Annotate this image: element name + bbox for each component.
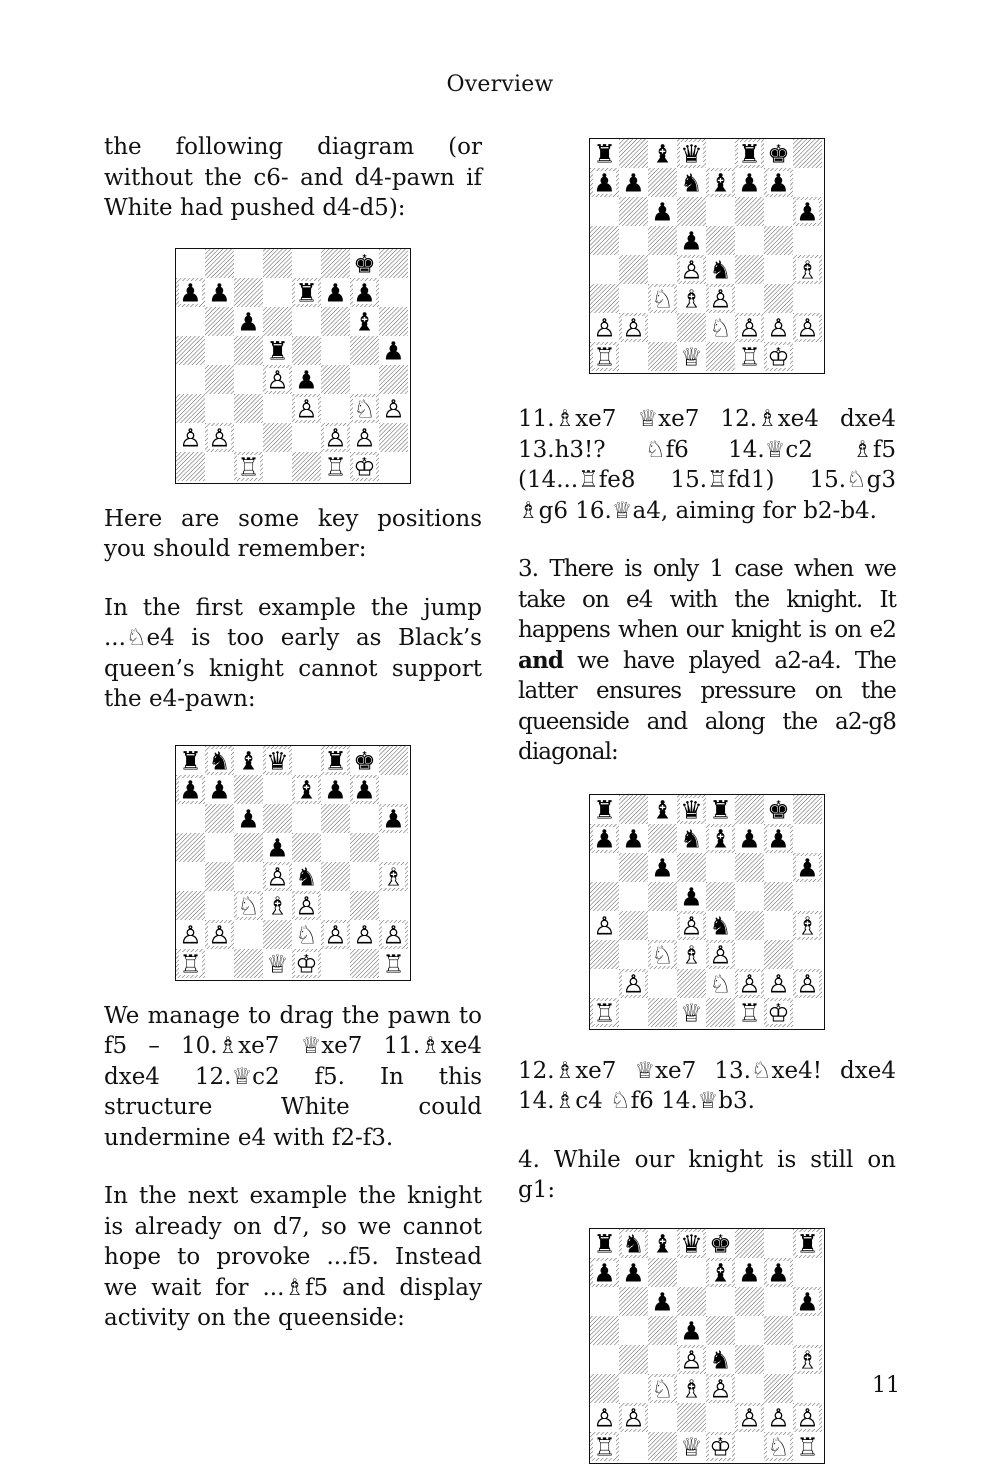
white-rook-icon: ♖ [738, 342, 761, 371]
white-pawn-icon: ♙ [324, 920, 347, 949]
dark-square [764, 940, 793, 969]
dark-square [234, 949, 263, 978]
black-pawn-icon: ♟ [767, 1258, 790, 1287]
white-pawn-icon: ♙ [593, 1403, 616, 1432]
white-bishop-icon: ♗ [266, 891, 289, 920]
dark-square [619, 1287, 648, 1316]
white-pawn-icon: ♙ [295, 394, 318, 423]
dark-square [292, 833, 321, 862]
black-pawn-icon: ♟ [622, 1258, 645, 1287]
dark-square [321, 862, 350, 891]
white-rook-icon: ♖ [593, 1432, 616, 1461]
dark-square [619, 853, 648, 882]
black-king-icon: ♚ [709, 1229, 732, 1258]
dark-square [648, 1258, 677, 1287]
dark-square [205, 249, 234, 278]
black-pawn-icon: ♟ [382, 804, 405, 833]
white-pawn-icon: ♙ [266, 365, 289, 394]
white-pawn-icon: ♙ [179, 423, 202, 452]
white-pawn-icon: ♙ [622, 969, 645, 998]
dark-square [379, 365, 408, 394]
black-queen-icon: ♛ [680, 139, 703, 169]
dark-square [590, 284, 619, 313]
diagram-4-board [590, 795, 822, 1027]
white-king-icon: ♔ [353, 452, 376, 481]
black-pawn-icon: ♟ [680, 226, 703, 256]
white-king-icon: ♔ [295, 949, 318, 978]
white-knight-icon: ♘ [651, 284, 674, 314]
white-knight-icon: ♘ [709, 313, 732, 343]
white-pawn-icon: ♙ [622, 313, 645, 343]
white-rook-icon: ♖ [738, 998, 761, 1027]
diagram-1-board [176, 249, 408, 481]
dark-square [350, 891, 379, 920]
dark-square [350, 949, 379, 978]
white-knight-icon: ♘ [709, 969, 732, 998]
dark-square [706, 342, 735, 371]
white-rook-icon: ♖ [237, 452, 260, 481]
black-bishop-icon: ♝ [237, 746, 260, 775]
white-pawn-icon: ♙ [680, 911, 703, 940]
dark-square [677, 1287, 706, 1316]
dark-square [619, 911, 648, 940]
right-paragraph-1: 11.♗xe7 ♕xe7 12.♗xe4 dxe4 13.h3!? ♘f6 14.♕c2 ♗f5 (14...♖fe8 15.♖fd1) 15.♘g3 ♗g6 16.♕a4, aiming for b2-b4. [518, 406, 896, 524]
white-pawn-icon: ♙ [593, 911, 616, 940]
white-knight-icon: ♘ [237, 891, 260, 920]
dark-square [677, 1403, 706, 1432]
black-king-icon: ♚ [767, 139, 790, 169]
black-pawn-icon: ♟ [353, 278, 376, 307]
dark-square [648, 168, 677, 197]
left-paragraph-1: the following diagram (or without the c6- and d4-pawn if White had pushed d4-d5): [104, 134, 482, 221]
dark-square [263, 423, 292, 452]
black-queen-icon: ♛ [680, 795, 703, 824]
dark-square [205, 804, 234, 833]
dark-square [793, 795, 822, 824]
dark-square [379, 249, 408, 278]
white-queen-icon: ♕ [680, 998, 703, 1027]
white-pawn-icon: ♙ [709, 284, 732, 314]
black-knight-icon: ♞ [680, 168, 703, 198]
left-paragraph-2: Here are some key positions you should remember: [104, 505, 482, 562]
white-pawn-icon: ♙ [266, 862, 289, 891]
white-king-icon: ♔ [767, 342, 790, 371]
white-pawn-icon: ♙ [295, 891, 318, 920]
dark-square [263, 804, 292, 833]
dark-square [619, 139, 648, 168]
white-bishop-icon: ♗ [680, 940, 703, 969]
dark-square [648, 226, 677, 255]
black-pawn-icon: ♟ [680, 1316, 703, 1345]
dark-square [176, 891, 205, 920]
dark-square [735, 197, 764, 226]
black-king-icon: ♚ [353, 249, 376, 278]
black-pawn-icon: ♟ [208, 278, 231, 307]
dark-square [706, 226, 735, 255]
dark-square [263, 920, 292, 949]
black-pawn-icon: ♟ [738, 1258, 761, 1287]
dark-square [619, 255, 648, 284]
black-bishop-icon: ♝ [651, 139, 674, 169]
black-knight-icon: ♞ [295, 862, 318, 891]
dark-square [648, 1432, 677, 1461]
black-pawn-icon: ♟ [179, 775, 202, 804]
diagram-3-board [590, 139, 822, 371]
black-pawn-icon: ♟ [295, 365, 318, 394]
black-knight-icon: ♞ [680, 824, 703, 853]
dark-square [648, 342, 677, 371]
dark-square [234, 775, 263, 804]
page-number: 11 [872, 1373, 900, 1398]
left-column [104, 132, 482, 1334]
white-pawn-icon: ♙ [680, 1345, 703, 1374]
dark-square [764, 1374, 793, 1403]
black-rook-icon: ♜ [179, 746, 202, 775]
white-pawn-icon: ♙ [680, 255, 703, 285]
white-pawn-icon: ♙ [796, 1403, 819, 1432]
dark-square [590, 226, 619, 255]
dark-square [590, 1374, 619, 1403]
black-pawn-icon: ♟ [593, 168, 616, 198]
dark-square [735, 853, 764, 882]
dark-square [176, 833, 205, 862]
black-pawn-icon: ♟ [651, 1287, 674, 1316]
right-paragraph-2-text-a: 3. There is only 1 case when we take on e4 with the knight. It happens when our knight is on e2 [518, 556, 896, 643]
dark-square [379, 423, 408, 452]
dark-square [677, 197, 706, 226]
white-bishop-icon: ♗ [680, 1374, 703, 1403]
black-rook-icon: ♜ [593, 139, 616, 169]
white-pawn-icon: ♙ [738, 313, 761, 343]
white-pawn-icon: ♙ [767, 1403, 790, 1432]
dark-square [735, 1345, 764, 1374]
white-pawn-icon: ♙ [738, 969, 761, 998]
white-knight-icon: ♘ [353, 394, 376, 423]
dark-square [648, 824, 677, 853]
dark-square [234, 833, 263, 862]
white-pawn-icon: ♙ [767, 969, 790, 998]
left-paragraph-4: We manage to drag the pawn to f5 – 10.♗xe7 ♕xe7 11.♗xe4 dxe4 12.♕c2 f5. In this structure White could undermine e4 with f2-f3. [104, 1002, 482, 1151]
black-queen-icon: ♛ [266, 746, 289, 775]
dark-square [176, 452, 205, 481]
dark-square [234, 278, 263, 307]
white-pawn-icon: ♙ [208, 423, 231, 452]
right-column [518, 132, 896, 1484]
white-pawn-icon: ♙ [382, 394, 405, 423]
black-bishop-icon: ♝ [353, 307, 376, 336]
dark-square [648, 1316, 677, 1345]
black-pawn-icon: ♟ [738, 168, 761, 198]
chess-diagram-3 [589, 138, 825, 374]
dark-square [677, 969, 706, 998]
black-pawn-icon: ♟ [651, 197, 674, 227]
black-pawn-icon: ♟ [593, 1258, 616, 1287]
white-pawn-icon: ♙ [179, 920, 202, 949]
black-pawn-icon: ♟ [208, 775, 231, 804]
white-pawn-icon: ♙ [709, 940, 732, 969]
black-pawn-icon: ♟ [796, 197, 819, 227]
dark-square [176, 336, 205, 365]
black-bishop-icon: ♝ [709, 1258, 732, 1287]
dark-square [764, 1316, 793, 1345]
black-knight-icon: ♞ [709, 1345, 732, 1374]
right-paragraph-2-bold: and [518, 646, 564, 674]
white-bishop-icon: ♗ [796, 1345, 819, 1374]
white-king-icon: ♔ [709, 1432, 732, 1461]
dark-square [350, 336, 379, 365]
white-rook-icon: ♖ [593, 342, 616, 371]
dark-square [321, 365, 350, 394]
white-knight-icon: ♘ [651, 940, 674, 969]
black-pawn-icon: ♟ [767, 824, 790, 853]
black-bishop-icon: ♝ [651, 1229, 674, 1258]
black-queen-icon: ♛ [680, 1229, 703, 1258]
black-pawn-icon: ♟ [324, 775, 347, 804]
white-pawn-icon: ♙ [353, 423, 376, 452]
black-rook-icon: ♜ [796, 1229, 819, 1258]
white-pawn-icon: ♙ [593, 313, 616, 343]
dark-square [735, 1229, 764, 1258]
dark-square [205, 307, 234, 336]
white-bishop-icon: ♗ [680, 284, 703, 314]
dark-square [379, 746, 408, 775]
black-rook-icon: ♜ [593, 1229, 616, 1258]
black-bishop-icon: ♝ [709, 824, 732, 853]
black-pawn-icon: ♟ [266, 833, 289, 862]
dark-square [706, 882, 735, 911]
dark-square [590, 882, 619, 911]
white-pawn-icon: ♙ [738, 1403, 761, 1432]
white-bishop-icon: ♗ [796, 911, 819, 940]
white-pawn-icon: ♙ [622, 1403, 645, 1432]
dark-square [677, 313, 706, 342]
white-knight-icon: ♘ [651, 1374, 674, 1403]
dark-square [321, 307, 350, 336]
white-pawn-icon: ♙ [208, 920, 231, 949]
black-bishop-icon: ♝ [651, 795, 674, 824]
dark-square [764, 882, 793, 911]
dark-square [205, 365, 234, 394]
dark-square [263, 307, 292, 336]
running-head: Overview [446, 72, 554, 97]
dark-square [321, 804, 350, 833]
black-pawn-icon: ♟ [382, 336, 405, 365]
black-rook-icon: ♜ [593, 795, 616, 824]
white-rook-icon: ♖ [324, 452, 347, 481]
chess-diagram-1 [175, 248, 411, 484]
black-bishop-icon: ♝ [295, 775, 318, 804]
white-pawn-icon: ♙ [324, 423, 347, 452]
black-knight-icon: ♞ [709, 255, 732, 285]
black-pawn-icon: ♟ [622, 824, 645, 853]
white-queen-icon: ♕ [266, 949, 289, 978]
black-pawn-icon: ♟ [796, 853, 819, 882]
dark-square [176, 394, 205, 423]
black-pawn-icon: ♟ [237, 307, 260, 336]
dark-square [764, 226, 793, 255]
black-king-icon: ♚ [767, 795, 790, 824]
dark-square [619, 795, 648, 824]
white-knight-icon: ♘ [767, 1432, 790, 1461]
left-paragraph-5: In the next example the knight is already on d7, so we cannot hope to provoke ...f5. Instead we wait for ...♗f5 and display activity on the queenside: [104, 1183, 482, 1331]
white-queen-icon: ♕ [680, 342, 703, 371]
white-rook-icon: ♖ [796, 1432, 819, 1461]
black-rook-icon: ♜ [709, 795, 732, 824]
black-knight-icon: ♞ [622, 1229, 645, 1258]
dark-square [648, 998, 677, 1027]
dark-square [321, 249, 350, 278]
dark-square [234, 336, 263, 365]
white-pawn-icon: ♙ [796, 313, 819, 343]
white-pawn-icon: ♙ [709, 1374, 732, 1403]
black-pawn-icon: ♟ [237, 804, 260, 833]
chess-diagram-4 [589, 794, 825, 1030]
black-pawn-icon: ♟ [680, 882, 703, 911]
dark-square [590, 940, 619, 969]
black-rook-icon: ♜ [266, 336, 289, 365]
white-pawn-icon: ♙ [382, 920, 405, 949]
dark-square [590, 1316, 619, 1345]
chess-diagram-5 [589, 1228, 825, 1464]
diagram-5-board [590, 1229, 822, 1461]
dark-square [234, 394, 263, 423]
black-pawn-icon: ♟ [651, 853, 674, 882]
dark-square [677, 853, 706, 882]
dark-square [619, 1345, 648, 1374]
dark-square [205, 862, 234, 891]
black-pawn-icon: ♟ [179, 278, 202, 307]
black-knight-icon: ♞ [208, 746, 231, 775]
right-paragraph-2-text-b: we have played a2-a4. The latter ensures pressure on the queenside and along the a2-g8 diagonal: [518, 647, 896, 765]
black-pawn-icon: ♟ [353, 775, 376, 804]
white-rook-icon: ♖ [179, 949, 202, 978]
black-knight-icon: ♞ [709, 911, 732, 940]
black-bishop-icon: ♝ [709, 168, 732, 198]
white-queen-icon: ♕ [680, 1432, 703, 1461]
dark-square [706, 1316, 735, 1345]
white-rook-icon: ♖ [382, 949, 405, 978]
white-knight-icon: ♘ [295, 920, 318, 949]
dark-square [350, 833, 379, 862]
black-rook-icon: ♜ [738, 139, 761, 169]
black-pawn-icon: ♟ [622, 168, 645, 198]
black-rook-icon: ♜ [295, 278, 318, 307]
dark-square [619, 197, 648, 226]
white-rook-icon: ♖ [593, 998, 616, 1027]
black-pawn-icon: ♟ [324, 278, 347, 307]
white-pawn-icon: ♙ [353, 920, 376, 949]
black-pawn-icon: ♟ [593, 824, 616, 853]
black-pawn-icon: ♟ [767, 168, 790, 198]
dark-square [379, 307, 408, 336]
dark-square [735, 255, 764, 284]
dark-square [793, 139, 822, 168]
white-pawn-icon: ♙ [796, 969, 819, 998]
right-paragraph-4: 4. While our knight is still on g1: [518, 1146, 896, 1203]
chess-diagram-2 [175, 745, 411, 981]
white-king-icon: ♔ [767, 998, 790, 1027]
black-pawn-icon: ♟ [738, 824, 761, 853]
white-bishop-icon: ♗ [382, 862, 405, 891]
black-king-icon: ♚ [353, 746, 376, 775]
right-paragraph-2 [518, 554, 896, 768]
dark-square [735, 911, 764, 940]
left-paragraph-3: In the first example the jump ...♘e4 is too early as Black’s queen’s knight cannot support the e4-pawn: [104, 594, 482, 712]
black-rook-icon: ♜ [324, 746, 347, 775]
right-paragraph-3: 12.♗xe7 ♕xe7 13.♘xe4! dxe4 14.♗c4 ♘f6 14.♕b3. [518, 1057, 896, 1114]
dark-square [292, 452, 321, 481]
diagram-2-board [176, 746, 408, 978]
dark-square [706, 998, 735, 1027]
white-bishop-icon: ♗ [796, 255, 819, 285]
dark-square [735, 795, 764, 824]
white-pawn-icon: ♙ [767, 313, 790, 343]
dark-square [735, 1287, 764, 1316]
black-pawn-icon: ♟ [796, 1287, 819, 1316]
dark-square [263, 249, 292, 278]
dark-square [764, 284, 793, 313]
dark-square [292, 336, 321, 365]
dark-square [648, 882, 677, 911]
